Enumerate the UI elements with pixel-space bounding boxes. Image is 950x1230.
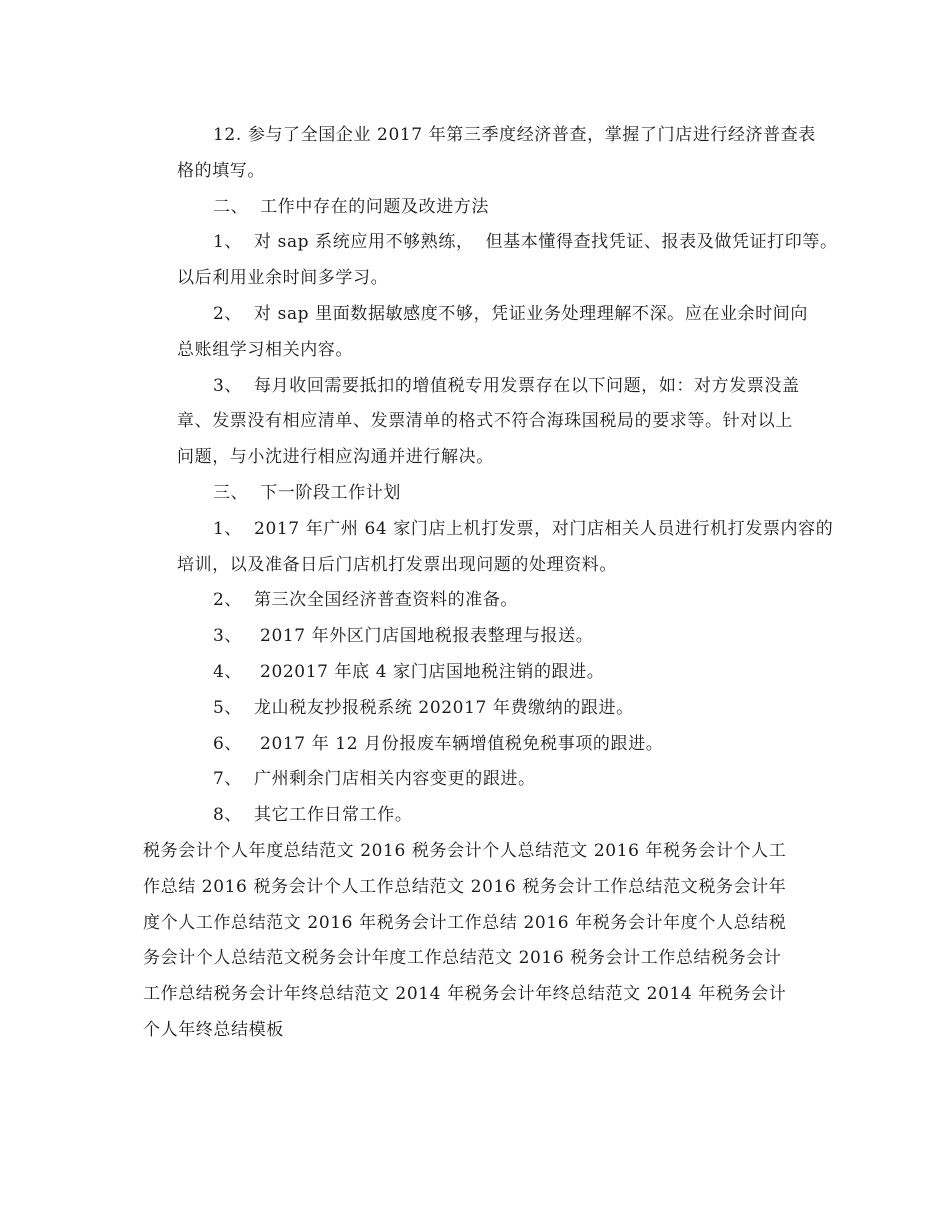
plan-item-2 — [143, 583, 808, 619]
heading-line: 三、 下一阶段工作计划 — [213, 482, 402, 503]
keywords-line: 个人年终总结模板 — [143, 1019, 284, 1040]
text-line: 章、发票没有相应清单、发票清单的格式不符合海珠国税局的要求等。针对以上 — [177, 411, 793, 432]
text-line: 以后利用业余时间多学习。 — [177, 268, 389, 289]
text-line: 4、 202017 年底 4 家门店国地税注销的跟进。 — [213, 661, 605, 682]
text-line: 6、 2017 年 12 月份报废车辆增值税免税事项的跟进。 — [213, 733, 664, 754]
text-line: 2、 对 sap 里面数据敏感度不够，凭证业务处理理解不深。应在业余时间向 — [213, 303, 808, 324]
paragraph-item-12 — [143, 118, 816, 190]
plan-item-5 — [143, 691, 808, 727]
issue-item-1 — [143, 225, 838, 297]
section-heading-problems — [143, 190, 808, 226]
keywords-block — [143, 834, 808, 1049]
document-body — [143, 118, 838, 1049]
section-heading-next-plan — [143, 476, 808, 512]
text-line: 2、 第三次全国经济普查资料的准备。 — [213, 590, 519, 611]
text-line: 格的填写。 — [177, 160, 265, 181]
plan-item-7 — [143, 762, 808, 798]
text-line: 7、 广州剩余门店相关内容变更的跟进。 — [213, 769, 536, 790]
heading-line: 二、 工作中存在的问题及改进方法 — [213, 196, 490, 217]
text-line: 1、 对 sap 系统应用不够熟练， 但基本懂得查找凭证、报表及做凭证打印等。 — [213, 232, 838, 253]
issue-item-2 — [143, 297, 808, 369]
keywords-line: 作总结 2016 税务会计个人工作总结范文 2016 税务会计工作总结范文税务会计年 — [143, 876, 787, 897]
plan-item-3 — [143, 619, 808, 655]
plan-item-4 — [143, 655, 808, 691]
text-line: 5、 龙山税友抄报税系统 202017 年费缴纳的跟进。 — [213, 697, 634, 718]
text-line: 培训，以及准备日后门店机打发票出现问题的处理资料。 — [177, 554, 617, 575]
plan-item-6 — [143, 727, 808, 763]
text-line: 3、 每月收回需要抵扣的增值税专用发票存在以下问题，如：对方发票没盖 — [213, 375, 800, 396]
text-line: 1、 2017 年广州 64 家门店上机打发票，对门店相关人员进行机打发票内容的 — [213, 518, 834, 539]
text-line: 问题，与小沈进行相应沟通并进行解决。 — [177, 447, 494, 468]
keywords-line: 务会计个人总结范文税务会计年度工作总结范文 2016 税务会计工作总结税务会计 — [143, 948, 782, 969]
keywords-line: 工作总结税务会计年终总结范文 2014 年税务会计年终总结范文 2014 年税务会计 — [143, 984, 787, 1005]
plan-item-8 — [143, 798, 808, 834]
text-line: 总账组学习相关内容。 — [177, 339, 353, 360]
text-line: 8、 其它工作日常工作。 — [213, 805, 413, 826]
keywords-line: 度个人工作总结范文 2016 年税务会计工作总结 2016 年税务会计年度个人总结税 — [143, 912, 787, 933]
text-line: 12. 参与了全国企业 2017 年第三季度经济普查，掌握了门店进行经济普查表 — [213, 125, 816, 145]
text-line: 3、 2017 年外区门店国地税报表整理与报送。 — [213, 626, 594, 647]
issue-item-3 — [143, 369, 808, 476]
plan-item-1 — [143, 512, 834, 584]
keywords-line: 税务会计个人年度总结范文 2016 税务会计个人总结范文 2016 年税务会计个人工 — [143, 840, 787, 861]
